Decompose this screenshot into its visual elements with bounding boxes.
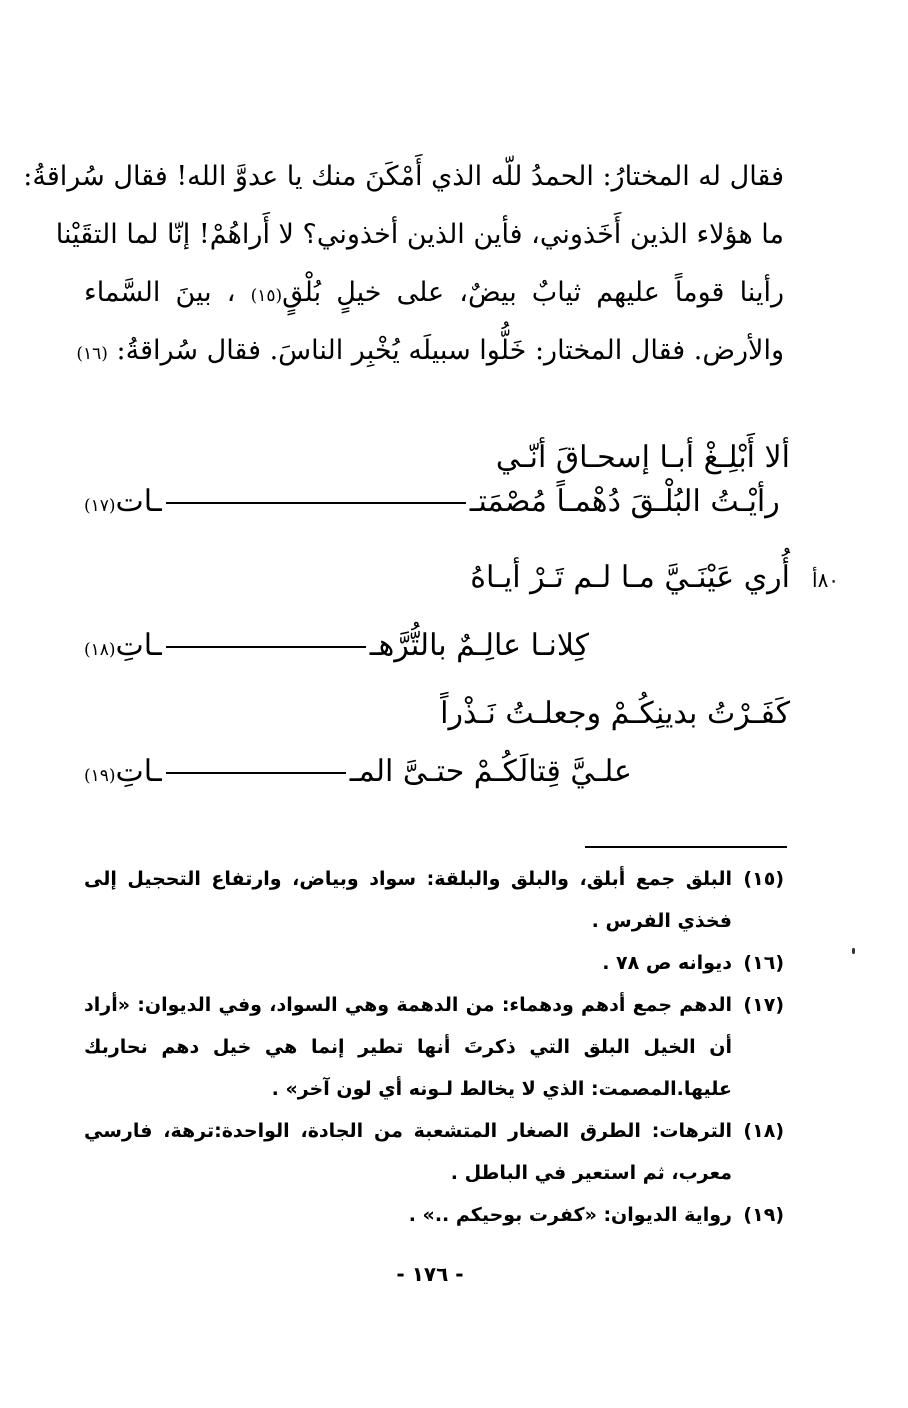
verse-text: ـاتِ [115, 754, 162, 789]
footnote-reference: (١٩) [84, 766, 116, 786]
kashida-stretch [166, 772, 346, 774]
prose-line-text: ، بينَ السَّماء [84, 277, 236, 308]
footnote-number: (١٩) [743, 1204, 784, 1226]
footnote [84, 942, 784, 984]
prose-line-text: والأرض. فقال المختار: خَلُّوا سبيلَه يُخْبِر الناسَ. فقال سُراقةُ: [116, 335, 784, 366]
verse-text: أُري عَيْنَـيَّ مـا لـم تَـرْ أيـاهُ [470, 560, 790, 595]
footnote-reference: (١٧) [84, 496, 116, 516]
verse-text: ـات [115, 484, 162, 519]
verse-text: ـاتِ [115, 628, 162, 663]
prose-line-text: ما هؤلاء الذين أَخَذوني، فأين الذين أخذوني؟ لا أَراهُمْ! إنّا لما التقَيْنا [55, 219, 784, 250]
prose-line-text: فقال له المختارُ: الحمدُ للّه الذي أَمْكَنَ منك يا عدوَّ الله! فقال سُراقةُ: [23, 161, 784, 192]
footnote-text: رواية الديوان: «كفرت بوحيكم ..» . [408, 1204, 732, 1226]
footnote-reference: (١٨) [84, 640, 116, 660]
verse-hemistich-second [84, 618, 589, 674]
verse-hemistich-second [84, 474, 780, 530]
footnote-number: (١٥) [743, 868, 784, 890]
footnote [84, 1194, 784, 1236]
prose-line [84, 264, 784, 322]
page-number: - ١٧٦ - [396, 1262, 464, 1286]
footnotes-section [84, 858, 784, 1236]
verse-text: علـيَّ قِتالَكُـمْ حتـىَّ المـ [349, 754, 632, 789]
verse-text: كِلانـا عالِـمٌ بالتُّرَّهـ [369, 628, 590, 663]
verse-hemistich-second [84, 744, 632, 800]
footnote [84, 1110, 784, 1194]
marginal-folio-number: ٨٠أ [812, 568, 840, 592]
footnote [84, 858, 784, 942]
footnote-text: البلق جمع أبلق، والبلق والبلقة: سواد وبياض، وارتفاع التحجيل إلى فخذي الفرس . [84, 868, 732, 932]
verse-text: رأيْـتُ البُلْـقَ دُهْمـاً مُصْمَتـ [469, 484, 780, 519]
prose-line [76, 322, 784, 380]
footnote-reference: (١٥) [250, 286, 283, 306]
footnote-number: (١٨) [743, 1120, 784, 1142]
prose-line [23, 148, 784, 206]
verse-text: ألا أَبْلِـغْ أبـا إسحـاقَ أنّـي [495, 440, 790, 475]
footnote-reference: (١٦) [76, 344, 108, 364]
footnote-number: (١٦) [743, 952, 784, 974]
scan-speck [852, 948, 855, 954]
footnote-text: الترهات: الطرق الصغار المتشعبة من الجادة، الواحدة:ترهة، فارسي معرب، ثم استعير في الباطل . [84, 1120, 732, 1184]
footnote [84, 984, 784, 1110]
footnote-number: (١٧) [743, 994, 784, 1016]
prose-line [55, 206, 784, 264]
verse-text: كَفَـرْتُ بدينِكُـمْ وجعلـتُ نَـذْراً [440, 696, 790, 731]
kashida-stretch [166, 502, 466, 504]
verse-hemistich-first [440, 686, 790, 742]
footnote-text: الدهم جمع أدهم ودهماء: من الدهمة وهي السواد، وفي الديوان: «أراد أن الخيل البلق التي ذكرتَ أنها تطير إنما هي خيل دهم نحاربك عليها.المصمت: الذي لا يخالط لـونه أي لون آخر» . [84, 994, 732, 1100]
prose-line-text: رأينا قوماً عليهم ثيابٌ بيضٌ، على خيلٍ بُلْقٍ [282, 277, 784, 308]
footnote-separator [585, 846, 787, 848]
prose-paragraph [23, 148, 784, 380]
verse-hemistich-first [470, 550, 790, 606]
kashida-stretch [166, 646, 366, 648]
footnote-text: ديوانه ص ٧٨ . [602, 952, 732, 974]
